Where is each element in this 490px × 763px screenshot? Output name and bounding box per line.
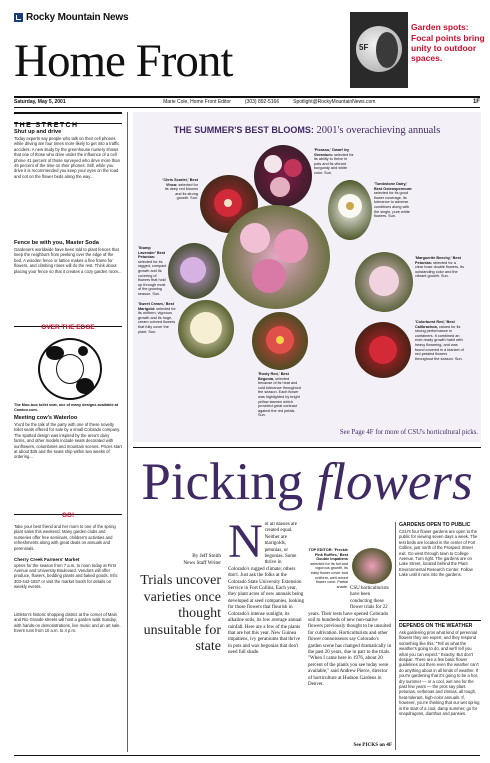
dateline-email[interactable]: Spotlight@RockyMountainNews.com [293, 99, 376, 105]
blooms-title-sub: 2001's overachieving annuals [316, 125, 441, 136]
paper-name: Rocky Mountain News [26, 11, 129, 23]
blooms-see-more[interactable]: See Page 4F for more of CSU's horticultural picks. [339, 429, 478, 436]
seat-hole [56, 354, 84, 384]
dropcap: N [228, 522, 263, 568]
inset-caption-name: TOP EDITOR: 'Freckle Pink Ruffles,' Best Double Impatiens [308, 548, 348, 562]
stretch-item-1-body: Today experts say people who talk on their cell phones while driving are four times more likely to get into a traffic accident. A new study by the greenhouse nursery shows that one of those who drive under the influence of a cell phone 41 percent of those surveyed who drive more than 45 percent of the time on their phones. Still, while you drive it is recommended you keep your eyes on the road and not on the flower beds along the way... [14, 136, 120, 179]
meeting-block [14, 415, 122, 507]
byline-name: By Jeff Smith [192, 553, 221, 559]
story-col-2-text: CSU horticulturists have been conducting these flower trials for 22 years. Their tests have opened Colorado soil to hundreds of new non-native flowers previously thought to be unsuited for cultivation. Horticulturists and other flower connoisseurs say Colorado's garden scene has changed dramatically in the past 20 years, due in part to the trials. "When I came here in 1976, about 20 percent of the plants you see today were available," said Andrew Pierce, director of horticulture at Hudson Gardens in Denver. [308, 586, 392, 688]
stretch-title: THE STRETCH [14, 122, 79, 129]
sidebar-gardens-head: GARDENS OPEN TO PUBLIC [399, 522, 471, 528]
dateline-date: Saturday, May 5, 2001 [14, 99, 66, 105]
caption-osteospermum [374, 182, 414, 244]
caption-geranium-text: selected for its ability to thrive in pots and its vibrant burgundy and white color. Sun. [314, 152, 354, 175]
flower-photo-marigold[interactable] [178, 300, 234, 358]
dateline [14, 98, 480, 107]
seat-spot [78, 346, 88, 356]
byline [133, 553, 221, 567]
promo-sub-text: Focal points bring unity to outdoor spaces. [411, 33, 485, 63]
caption-geranium-name: 'Picasso,' Dwarf Ivy Geranium: [314, 148, 350, 157]
caption-lavender-petunia-name: 'Stump Lavender' Best Petunias: [138, 246, 166, 260]
promo-page-tag: 5F [359, 43, 369, 52]
flower-photo-geranium[interactable] [254, 145, 312, 207]
dateline-editor: Marie Cole, Home Front Editor [163, 99, 231, 105]
flower-photo-lavender-petunia[interactable] [168, 243, 220, 299]
inset-photo[interactable] [352, 548, 392, 584]
rail-divider [127, 112, 128, 752]
sidebar-weather-head: DEPENDS ON THE WEATHER [399, 623, 473, 629]
moon-face [376, 32, 398, 68]
caption-marigold-text: selected for its uniform, vigorous growth and its huge, cream colored flowers that fully cover the plant. Sun. [138, 306, 176, 334]
story-col-1 [228, 522, 304, 734]
sidebar-divider [395, 522, 396, 750]
sidebar-weather [399, 620, 481, 752]
story-col-2 [308, 522, 392, 734]
dateline-page: 1F [472, 99, 480, 105]
promo-head[interactable]: Garden spots: [411, 22, 469, 32]
over-the-edge-label: OVER THE EDGE [41, 324, 95, 331]
meeting-head: Meeting cow's Waterloo [14, 415, 78, 421]
inset-caption [308, 548, 348, 608]
stretch-item-2-body: Gardeners worldwide have been told to plant fences that keep the neighbors from peeking over the edge of the bed. A wooden fence or lattice makes a fine frame for flowers, and climbing roses will do the rest. Think about placing your fence so that it creates a cozy garden room... [14, 247, 122, 274]
flower-photo-marguerite-petunia[interactable] [355, 252, 413, 312]
stretch-item-2 [14, 240, 122, 320]
caption-vinca-name: 'Chris Scarlet,' Best Vinca: [162, 178, 198, 187]
blooms-title [133, 124, 481, 137]
meeting-body: You'd be the talk of the party with one of these novelty toilet seats offered for sale by a small Colorado company. The spotted design was inspired by the area's dairy farms, and other models include seats decorated with sunflowers, columbines and mountain scenes. Prices start at about $35 and the seats ship within two weeks of ordering... [14, 422, 122, 460]
caption-lavender-petunia-text: selected for its ragged, compact growth and its covering of flowers that hold up through most of the growing season. Sun. [138, 259, 167, 296]
sidebar-weather-body: Ask gardening pros what kind of perennial flowers they are expert, and they respond something like this: "Tell us what the weather's going to do, and we'll tell you what you can expect." Exactly. But don't despair. There are a few basic flower guidelines out there even the weather can't do anything about in all kinds of weather. If you're gardening that it's going to be a hot, dry summer — or a cool, wet one for the past few years — the pros say plant petunias, verbenas and zinnias, all tough, heat-tolerant, high-color annuals. If, however, you're thinking that our wet spring is the start of a cool, damp summer, go for snapdragons, dianthus and pansies. [399, 630, 480, 717]
story-headline [133, 452, 481, 514]
sidebar-gardens [399, 522, 481, 616]
go-label: GO! [61, 512, 75, 519]
paper-logo [14, 10, 134, 24]
caption-marigold-name: 'Sweet Cream,' Best Marigold: [138, 302, 174, 311]
dateline-bottom-rule [14, 107, 480, 108]
caption-marguerite-petunia-name: 'Marguerite Beechy,' Best Petunias: [415, 256, 461, 265]
cherry-body: opens for the season from 7 a.m. to noon today at First Avenue and University Boulevard. Vendors will offer produce, flowers, bedding plants and baked goods. Info: 303-442-1837 or visit the market booth for details on weekly events. [14, 562, 119, 590]
cow-seat-caption: The Moo-boo toilet seat, one of many designs available at Cowtoo.com. [14, 403, 119, 412]
caption-marigold [138, 302, 176, 354]
headline-word-picking: Picking [141, 453, 304, 511]
story-headline-rule [133, 447, 481, 448]
dateline-phone: (303) 892-5166 [244, 99, 280, 105]
sidebar-gardens-body: CSU's four flower gardens are open to the public for viewing seven days a week. The test beds are located in the center of Fort Collins, just north of the Prospect Street exit. Go west through town to College Avenue. Turn right. The gardens are on Lake Street, located behind the Plant Environmental Research Center. Follow Lake until it runs into the gardens. [399, 529, 478, 578]
cow-toilet-seat-image [38, 338, 102, 400]
flower-photo-calibrachoa[interactable] [355, 322, 411, 378]
caption-begonia [258, 372, 302, 424]
flower-photo-begonia[interactable] [252, 312, 308, 370]
paper-logo-icon [14, 13, 23, 22]
caption-calibrachoa [415, 320, 465, 400]
caption-begonia-text: selected because of its heat and cold tolerance throughout the season. Each flower was highlighted by bright yellow stamen which provided great contrast against the red petals. Sun. [258, 376, 301, 418]
caption-calibrachoa-text: valued for its strong performance in containers. It combined an ever-ready growth habit with heavy flowering, and was found covered in a blanket of red-petaled flowers throughout the season. Sun. [415, 324, 464, 361]
story-jump[interactable]: See PICKS on 4F [353, 742, 392, 748]
flower-photo-center[interactable] [222, 205, 330, 309]
caption-lavender-petunia [138, 246, 168, 298]
littleton-body: Littleton's historic shopping district at the corner of Main and Rio Grande streets will host a garden walk Sunday, with hands-on demonstrations, live music and an art sale. Event runs from 10 a.m. to 4 p.m. [14, 612, 121, 634]
cherry-head: Cherry Creek Farmers' Market [14, 557, 80, 562]
caption-vinca-text: selected for its deep red blooms and its strong growth. Sun. [164, 182, 198, 201]
caption-osteospermum-name: 'Tombstone Dairy,' Best Osteospermum: [374, 182, 413, 191]
inset-caption-text: selected for its full and vigorous growth, its early flower cover and uniform, well-mixed flower color. Partial shade. [310, 561, 348, 589]
page-bottom-rule [14, 755, 480, 756]
go-body: Take your best friend and her mom to one of the spring plant sales this weekend. Many garden clubs and nurseries offer free seminars, children's activities and refreshments along with great deals on annuals and perennials. [14, 524, 116, 551]
stretch-item-1 [14, 129, 122, 236]
cherry-block [14, 557, 122, 607]
caption-geranium [314, 148, 354, 188]
caption-marguerite-petunia-text: selected for a clear hose double flowers, its outstanding color and the vibrant growth. Sun. [415, 260, 464, 279]
caption-marguerite-petunia [415, 256, 465, 306]
section-title: Home Front [14, 35, 233, 87]
promo-sub[interactable] [411, 33, 489, 63]
byline-role: News Staff Writer [183, 560, 221, 566]
stretch-item-1-head: Shut up and drive [14, 129, 62, 135]
caption-osteospermum-text: selected for its good flower coverage, its tolerance to adverse conditions along with the single, pure white flowers. Sun. [374, 191, 410, 219]
story-deck: Trials uncover varieties once thought unsuitable for state [140, 573, 221, 654]
headline-word-flowers: flowers [316, 453, 473, 511]
flower-photo-osteospermum[interactable] [328, 180, 372, 240]
promo-image[interactable] [350, 12, 408, 88]
caption-begonia-name: 'Rusty Red,' Best Begonia, [258, 372, 289, 381]
stretch-title-bar [14, 112, 122, 129]
stretch-item-2-head: Fence be with you, Master Soda [14, 240, 99, 246]
blooms-title-main: THE SUMMER'S BEST BLOOMS: [173, 125, 314, 135]
caption-calibrachoa-name: 'Colorburst Red,' Best Calibrachoa, [415, 320, 455, 329]
caption-vinca [162, 178, 198, 214]
story-col-1-text: ot all daisies are created equal. Neither are marigolds, petunias, or begonias. Some thrive in Colorado's rugged climate; others don't. Just ask the folks at the Colorado State University Extension Service in Fort Collins. Each year, they plant acres of new annuals being developed at seed companies, looking for those flowers that flourish in Colorado's intense sunlight, its alkaline soils, its low average annual rainfall. Here are a few of the plants that are hot this year. New Guinea impatiens, ivy geraniums that thrive in pots and wax begonias that don't need full shade. [228, 522, 304, 656]
